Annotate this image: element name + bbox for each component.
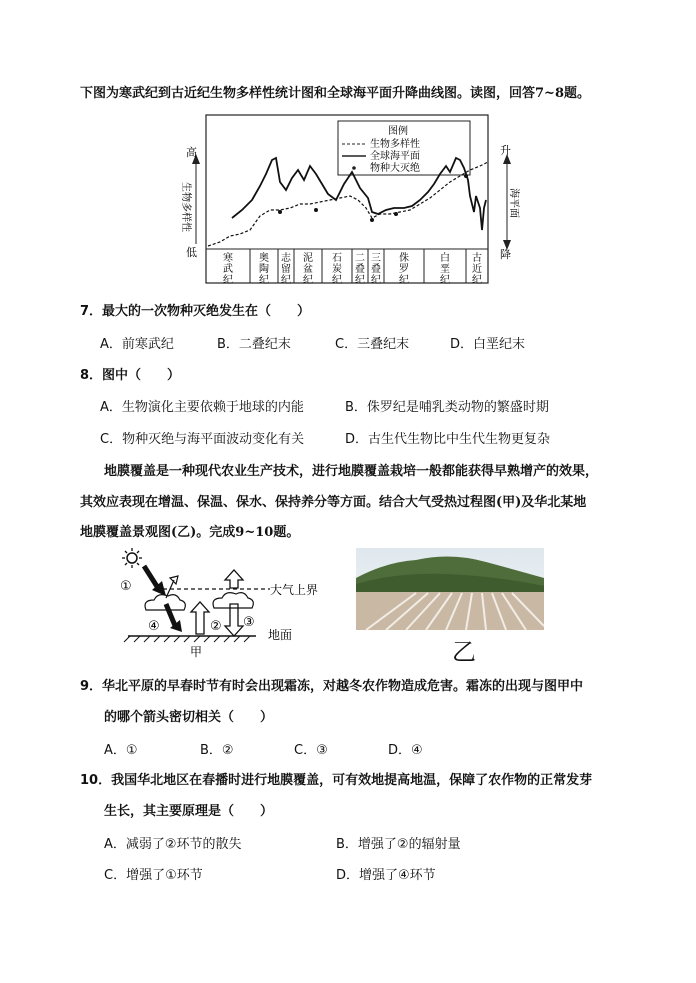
label-3: ③	[243, 615, 255, 630]
right-down-label: 降	[500, 248, 511, 261]
q7-option-c: C．三叠纪末	[335, 337, 410, 352]
q8-option-d: D．古生代生物比中生代生物更复杂	[345, 432, 551, 447]
mulch-film-landscape-photo	[356, 548, 544, 630]
legend-title: 图例	[388, 126, 408, 137]
q9-option-c: C．③	[294, 743, 328, 758]
q9-option-a: A．①	[104, 743, 138, 758]
q8-option-b: B．侏罗纪是哺乳类动物的繁盛时期	[345, 400, 549, 415]
q10-option-a: A．减弱了②环节的散失	[104, 837, 242, 852]
legend-sea-level: 全球海平面	[370, 151, 420, 162]
photo-yi-label: 乙	[452, 638, 476, 666]
left-high-label: 高	[186, 146, 197, 159]
upper-atmosphere-label: 大气上界	[270, 583, 319, 597]
period-label: 寒武纪	[223, 253, 233, 286]
q8-option-a: A．生物演化主要依赖于地球的内能	[100, 400, 304, 415]
intro2-line3: 地膜覆盖景观图(乙)。完成9~10题。	[80, 525, 300, 540]
period-label: 白垩纪	[440, 253, 450, 286]
period-label: 志留纪	[281, 253, 291, 286]
sun-icon	[122, 548, 142, 568]
legend-biodiversity: 生物多样性	[370, 139, 420, 150]
period-label: 奥陶纪	[259, 253, 269, 286]
q10-option-d: D．增强了④环节	[336, 868, 436, 883]
q10-stem-line1: 10．我国华北地区在春播时进行地膜覆盖，可有效地提高地温，保障了农作物的正常发芽	[80, 773, 593, 788]
right-up-label: 升	[500, 144, 511, 157]
q10-option-b: B．增强了②的辐射量	[336, 837, 461, 852]
q9-stem-line2: 的哪个箭头密切相关（ ）	[104, 710, 274, 725]
intro2-line1: 地膜覆盖是一种现代农业生产技术，进行地膜覆盖栽培一般都能获得早熟增产的效果，	[104, 464, 599, 479]
q7-option-a: A．前寒武纪	[100, 337, 174, 352]
q8-option-c: C．物种灭绝与海平面波动变化有关	[100, 432, 305, 447]
q7-option-b: B．二叠纪末	[217, 337, 291, 352]
q9-stem-line1: 9．华北平原的早春时节有时会出现霜冻，对越冬农作物造成危害。霜冻的出现与图甲中	[80, 679, 584, 694]
heating-process-diagram	[110, 548, 340, 660]
label-1: ①	[120, 579, 132, 594]
q8-stem: 8．图中（ ）	[80, 368, 181, 383]
biodiversity-sea-level-chart	[180, 112, 520, 292]
label-2: ②	[210, 619, 222, 634]
intro-text-1: 下图为寒武纪到古近纪生物多样性统计图和全球海平面升降曲线图。读图，回答7~8题。	[80, 86, 590, 101]
left-axis-label: 生物多样性	[180, 182, 191, 232]
label-4: ④	[148, 619, 160, 634]
q10-stem-line2: 生长，其主要原理是（ ）	[104, 804, 274, 819]
period-label: 侏罗纪	[399, 253, 409, 286]
period-label: 二叠纪	[355, 253, 365, 286]
period-label: 石炭纪	[332, 253, 342, 286]
q7-stem: 7．最大的一次物种灭绝发生在（ ）	[80, 304, 311, 319]
q9-option-d: D．④	[388, 743, 423, 758]
right-axis-label: 海平面	[508, 188, 519, 218]
period-label: 三叠纪	[371, 253, 381, 286]
ground-label: 地面	[268, 628, 293, 642]
q7-option-d: D．白垩纪末	[450, 337, 526, 352]
q9-option-b: B．②	[200, 743, 234, 758]
period-label: 古近纪	[472, 253, 482, 286]
left-low-label: 低	[186, 246, 197, 259]
legend-extinction: 物种大灭绝	[370, 163, 420, 174]
diagram-jia-label: 甲	[190, 645, 203, 659]
period-label: 泥盆纪	[303, 253, 313, 286]
q10-option-c: C．增强了①环节	[104, 868, 203, 883]
intro2-line2: 其效应表现在增温、保温、保水、保持养分等方面。结合大气受热过程图(甲)及华北某地	[80, 495, 587, 510]
